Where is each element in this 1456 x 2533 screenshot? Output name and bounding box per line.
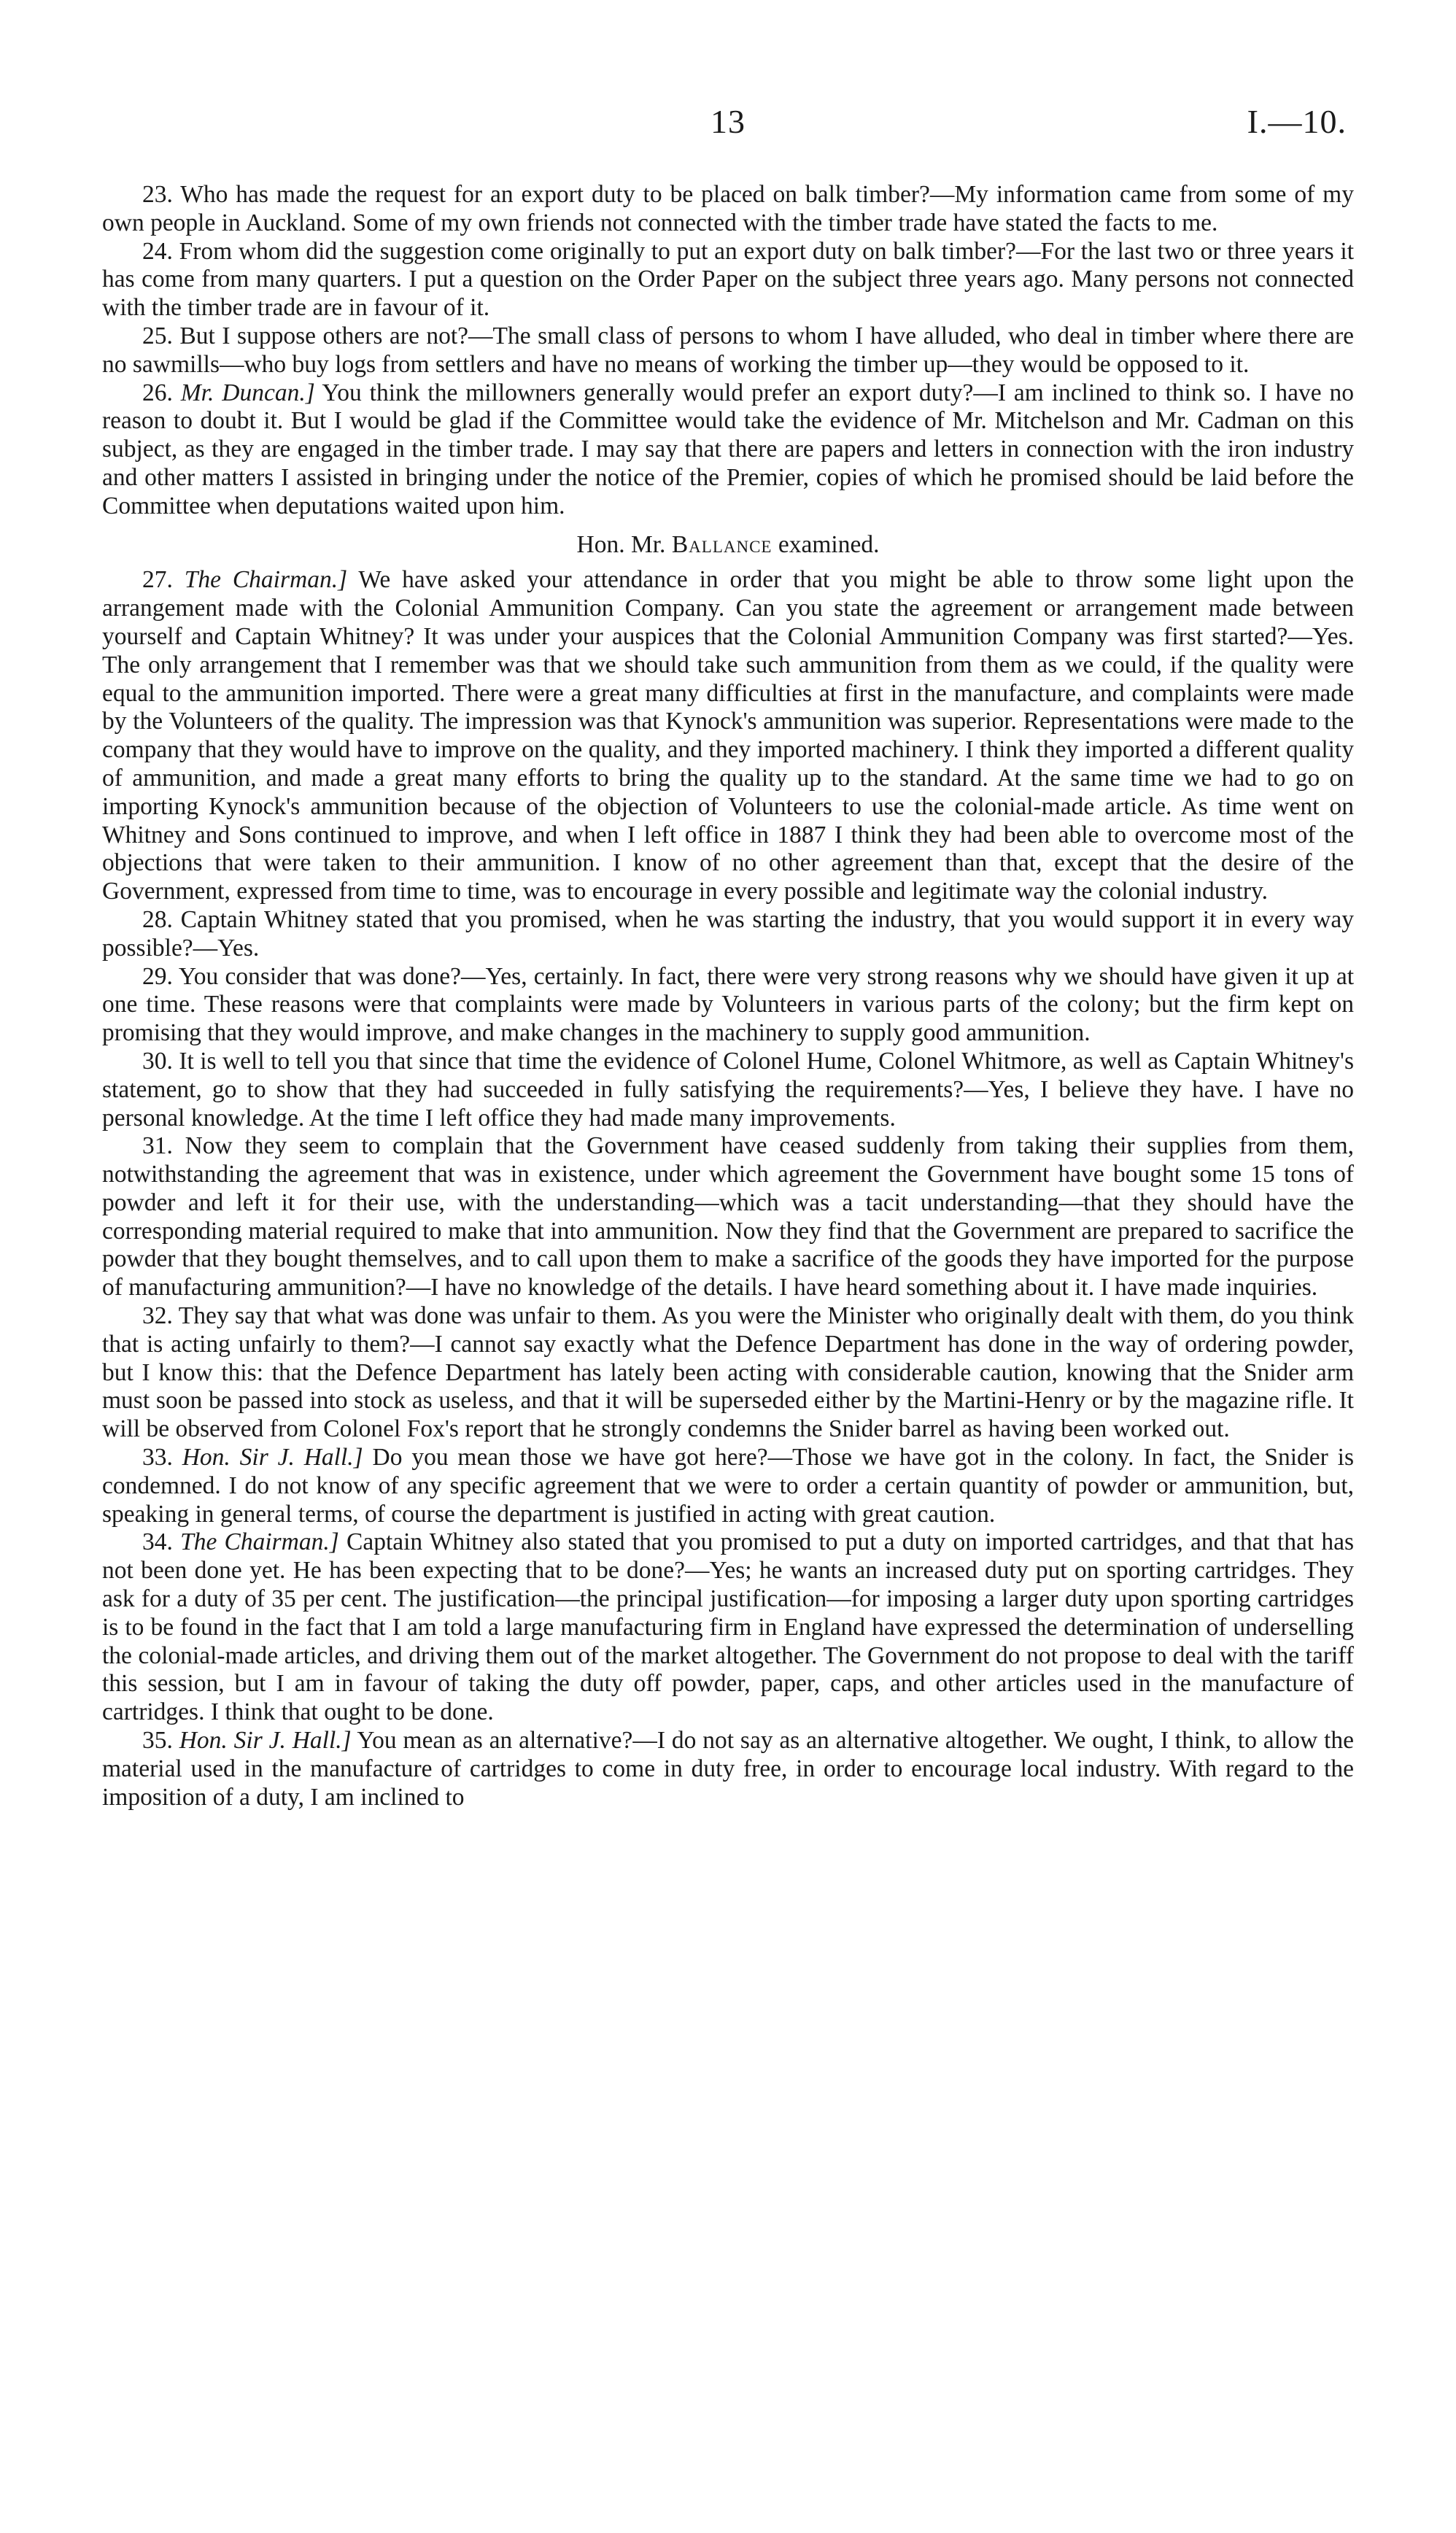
paragraph-number: 31. <box>142 1132 173 1160</box>
paragraph-body: Captain Whitney stated that you promised, when he was starting the industry, that you would support it in every way possible?—Yes. <box>102 905 1354 962</box>
paragraph-33 <box>102 1444 1354 1528</box>
page-header <box>109 102 1347 146</box>
paragraph-35 <box>102 1727 1354 1811</box>
paragraph-number: 28. <box>142 905 173 933</box>
paragraph-body: They say that what was done was unfair to them. As you were the Minister who originally dealt with them, do you think that is acting unfairly to them?—I cannot say exactly what the Defence Department has done in the way of ordering powder, but I know this: that the Defence Department has lately been acting with considerable caution, knowing that the Snider arm must soon be passed into stock as useless, and that it will be superseded either by the Martini-Henry or by the magazine rifle. It will be observed from Colonel Fox's report that he strongly condemns the Snider barrel as having been worked out. <box>102 1302 1354 1443</box>
paragraph-number: 30. <box>142 1047 173 1075</box>
paragraph-body: Now they seem to complain that the Government have ceased suddenly from taking their supplies from them, notwithstanding the agreement that was in existence, under which agreement the Government have bought some 15 tons of powder and left it for their use, with the understanding—which was a tacit understanding—that they should have the corresponding material required to make that into ammunition. Now they find that the Government are prepared to sacrifice the powder that they bought themselves, and to call upon them to make a sacrifice of the goods they have imported for the purpose of manufacturing ammunition?—I have no knowledge of the details. I have heard something about it. I have made inquiries. <box>102 1132 1354 1302</box>
paragraph-26 <box>102 379 1354 521</box>
paragraph-28 <box>102 906 1354 963</box>
paragraph-32 <box>102 1302 1354 1444</box>
speaker-label: The Chairman.] <box>180 1528 339 1556</box>
speaker-label: Hon. Sir J. Hall.] <box>179 1727 352 1755</box>
speaker-label: The Chairman.] <box>184 566 348 594</box>
paragraph-number: 26. <box>142 379 173 406</box>
paragraph-number: 32. <box>142 1302 173 1330</box>
evidence-text <box>102 181 1354 1811</box>
page-number: 13 <box>710 103 746 140</box>
paragraph-body: You consider that was done?—Yes, certainly. In fact, there were very strong reasons why we should have given it up at one time. These reasons were that complaints were made by Volunteers in various parts of the colony; but the firm kept on promising that they would improve, and make changes in the machinery to supply good ammunition. <box>102 962 1354 1047</box>
paragraph-body: Captain Whitney also stated that you promised to put a duty on imported cartridges, and that that has not been done yet. He has been expecting that to be done?—Yes; he wants an increased duty put on sporting cartridges. They ask for a duty of 35 per cent. The justification—the principal justification—for imposing a larger duty upon sporting cartridges is to be found in the fact that I am told a large manufacturing firm in England have expressed the determination of underselling the colonial-made articles, and driving them out of the market altogether. The Government do not propose to deal with the tariff this session, but I am in favour of taking the duty off powder, paper, caps, and other articles used in the manufacture of cartridges. I think that ought to be done. <box>102 1528 1354 1726</box>
paragraph-body: It is well to tell you that since that time the evidence of Colonel Hume, Colonel Whitmore, as well as Captain Whitney's statement, go to show that they had succeeded in fully satisfying the requirements?—Yes, I believe they have. I have no personal knowledge. At the time I left office they had made many improvements. <box>102 1047 1355 1132</box>
paragraph-body: From whom did the suggestion come originally to put an export duty on balk timber?—For the last two or three years it has come from many quarters. I put a question on the Order Paper on the subject three years ago. Many persons not connected with the timber trade are in favour of it. <box>102 237 1355 322</box>
speaker-label: Mr. Duncan.] <box>180 379 315 406</box>
paragraph-27 <box>102 566 1354 906</box>
paragraph-number: 23. <box>142 181 173 208</box>
paragraph-24 <box>102 238 1354 322</box>
paragraph-30 <box>102 1048 1354 1132</box>
section-heading <box>102 531 1354 560</box>
heading-suffix: examined. <box>778 530 880 558</box>
paragraph-body: We have asked your attendance in order that you might be able to throw some light upon the arrangement made with the Colonial Ammunition Company. Can you state the agreement or arrangement made between yourself and Captain Whitney? It was under your auspices that the Colonial Ammunition Company was first started?—Yes. The only arrangement that I remember was that we should take such ammunition from them as we could, if the quality were equal to the ammunition imported. There were a great many difficulties at first in the manufacture, and complaints were made by the Volunteers of the quality. The impression was that Kynock's ammunition was superior. Representations were made to the company that they would have to improve on the quality, and they imported machinery. I think they imported a different quality of ammunition, and made a great many efforts to bring the quality up to the standard. At the same time we had to go on importing Kynock's ammunition because of the objection of Volunteers to use the colonial-made article. As time went on Whitney and Sons continued to improve, and when I left office in 1887 I think they had been able to overcome most of the objections that were taken to their ammunition. I know of no other agreement than that, except that the desire of the Government, expressed from time to time, was to encourage in every possible and legitimate way the colonial industry. <box>102 566 1355 905</box>
paragraph-29 <box>102 963 1354 1048</box>
paragraph-34 <box>102 1528 1354 1727</box>
paragraph-23 <box>102 181 1354 238</box>
paragraph-31 <box>102 1132 1354 1302</box>
paragraph-number: 27. <box>142 566 173 594</box>
paragraph-body: But I suppose others are not?—The small class of persons to whom I have alluded, who deal in timber where there are no sawmills—who buy logs from settlers and have no means of working the timber up—they would be opposed to it. <box>102 322 1355 378</box>
paragraph-number: 29. <box>142 962 173 990</box>
heading-prefix: Hon. Mr. <box>576 530 666 558</box>
paragraph-body: Who has made the request for an export duty to be placed on balk timber?—My information came from some of my own people in Auckland. Some of my own friends not connected with the timber trade have stated the facts to me. <box>102 181 1354 236</box>
document-reference: I.—10. <box>1247 103 1347 140</box>
paragraph-number: 33. <box>142 1444 173 1472</box>
paragraph-body: You mean as an alternative?—I do not say as an alternative altogether. We ought, I think, to allow the material used in the manufacture of cartridges to come in duty free, in order to encourage local industry. With regard to the imposition of a duty, I am inclined to <box>102 1727 1355 1811</box>
speaker-label: Hon. Sir J. Hall.] <box>182 1444 363 1472</box>
paragraph-number: 34. <box>142 1528 173 1556</box>
heading-name: Ballance <box>671 530 772 558</box>
paragraph-25 <box>102 322 1354 379</box>
paragraph-body: Do you mean those we have got here?—Those we have got in the colony. In fact, the Snider is condemned. I do not know of any specific agreement that we were to order a certain quantity of powder or ammunition, but, speaking in general terms, of course the department is justified in acting with great caution. <box>102 1444 1355 1528</box>
paragraph-number: 25. <box>142 322 173 349</box>
paragraph-body: You think the millowners generally would prefer an export duty?—I am inclined to think so. I have no reason to doubt it. But I would be glad if the Committee would take the evidence of Mr. Mitchelson and Mr. Cadman on this subject, as they are engaged in the timber trade. I may say that there are papers and letters in connection with the iron industry and other matters I assisted in bringing under the notice of the Premier, copies of which he promised should be laid before the Committee when deputations waited upon him. <box>102 379 1355 519</box>
paragraph-number: 35. <box>142 1727 173 1755</box>
paragraph-number: 24. <box>142 237 173 265</box>
